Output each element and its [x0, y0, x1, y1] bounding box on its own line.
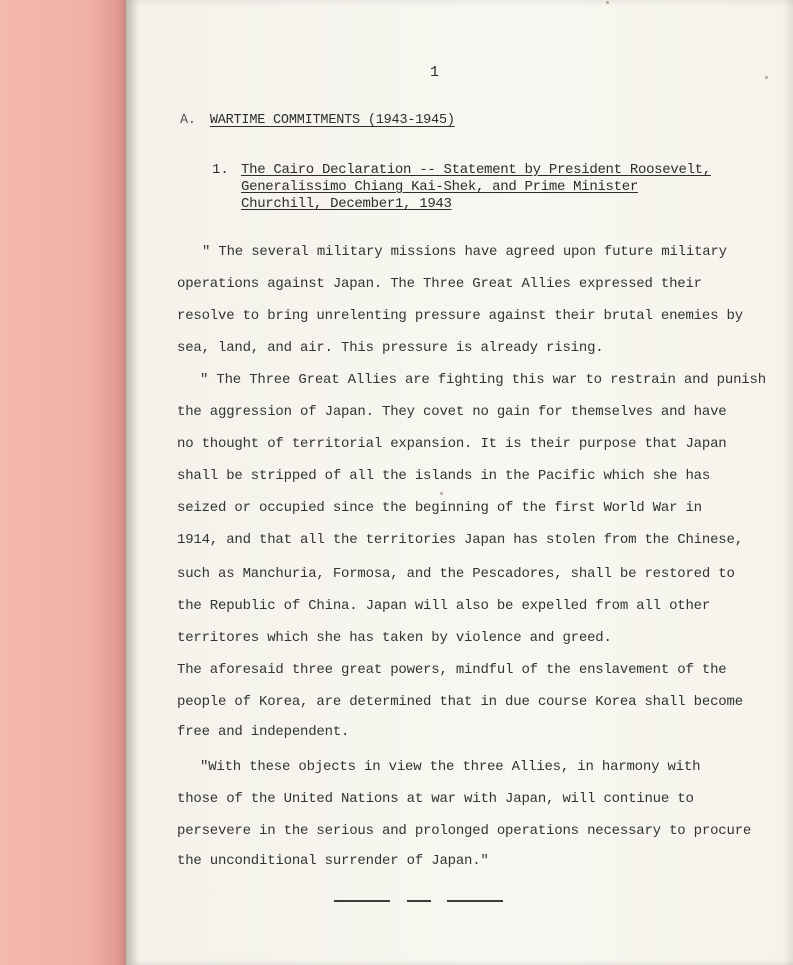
body-line: the aggression of Japan. They covet no gain for themselves and have [177, 404, 727, 420]
item-title [241, 162, 731, 213]
section-title: WARTIME COMMITMENTS (1943-1945) [209, 113, 455, 128]
body-line: operations against Japan. The Three Great Allies expressed their [177, 276, 702, 292]
body-line: territores which she has taken by violence and greed. [177, 630, 612, 646]
body-line: those of the United Nations at war with Japan, will continue to [177, 791, 694, 807]
end-rule-right [447, 900, 503, 902]
body-line: sea, land, and air. This pressure is already rising. [177, 340, 604, 356]
body-line: seized or occupied since the beginning of the first World War in [177, 500, 702, 516]
body-line: 1914, and that all the territories Japan has stolen from the Chinese, [177, 532, 743, 548]
body-line: resolve to bring unrelenting pressure against their brutal enemies by [177, 308, 743, 324]
body-line: shall be stripped of all the islands in the Pacific which she has [177, 468, 711, 484]
body-line: people of Korea, are determined that in due course Korea shall become [177, 694, 743, 710]
section-heading [180, 113, 455, 128]
item-title-line: The Cairo Declaration -- Statement by President Roosevelt, [241, 162, 711, 178]
section-letter: A. [180, 113, 196, 128]
page-edge-shadow [783, 0, 793, 965]
end-rule-left [334, 900, 390, 902]
body-line: the Republic of China. Japan will also be expelled from all other [177, 598, 711, 614]
body-line: the unconditional surrender of Japan." [177, 853, 489, 869]
body-line: persevere in the serious and prolonged operations necessary to procure [177, 823, 752, 839]
paper-speck [606, 1, 609, 4]
page-number: 1 [430, 64, 440, 81]
body-line: " The Three Great Allies are fighting this war to restrain and punish [200, 372, 766, 388]
body-line: " The several military missions have agreed upon future military [202, 244, 727, 260]
body-line: free and independent. [177, 724, 350, 740]
item-title-line: Generalissimo Chiang Kai-Shek, and Prime Minister [241, 179, 638, 195]
item-number: 1. [212, 162, 229, 178]
body-line: The aforesaid three great powers, mindful of the enslavement of the [177, 662, 727, 678]
item-title-line: Churchill, December1, 1943 [241, 196, 452, 212]
body-line: such as Manchuria, Formosa, and the Pescadores, shall be restored to [177, 566, 735, 582]
end-rule-middle [407, 900, 431, 902]
paper-speck [765, 76, 768, 79]
body-line: "With these objects in view the three Allies, in harmony with [200, 759, 701, 775]
binding-margin [0, 0, 126, 965]
body-line: no thought of territorial expansion. It is their purpose that Japan [177, 436, 727, 452]
paper-speck [440, 492, 443, 495]
